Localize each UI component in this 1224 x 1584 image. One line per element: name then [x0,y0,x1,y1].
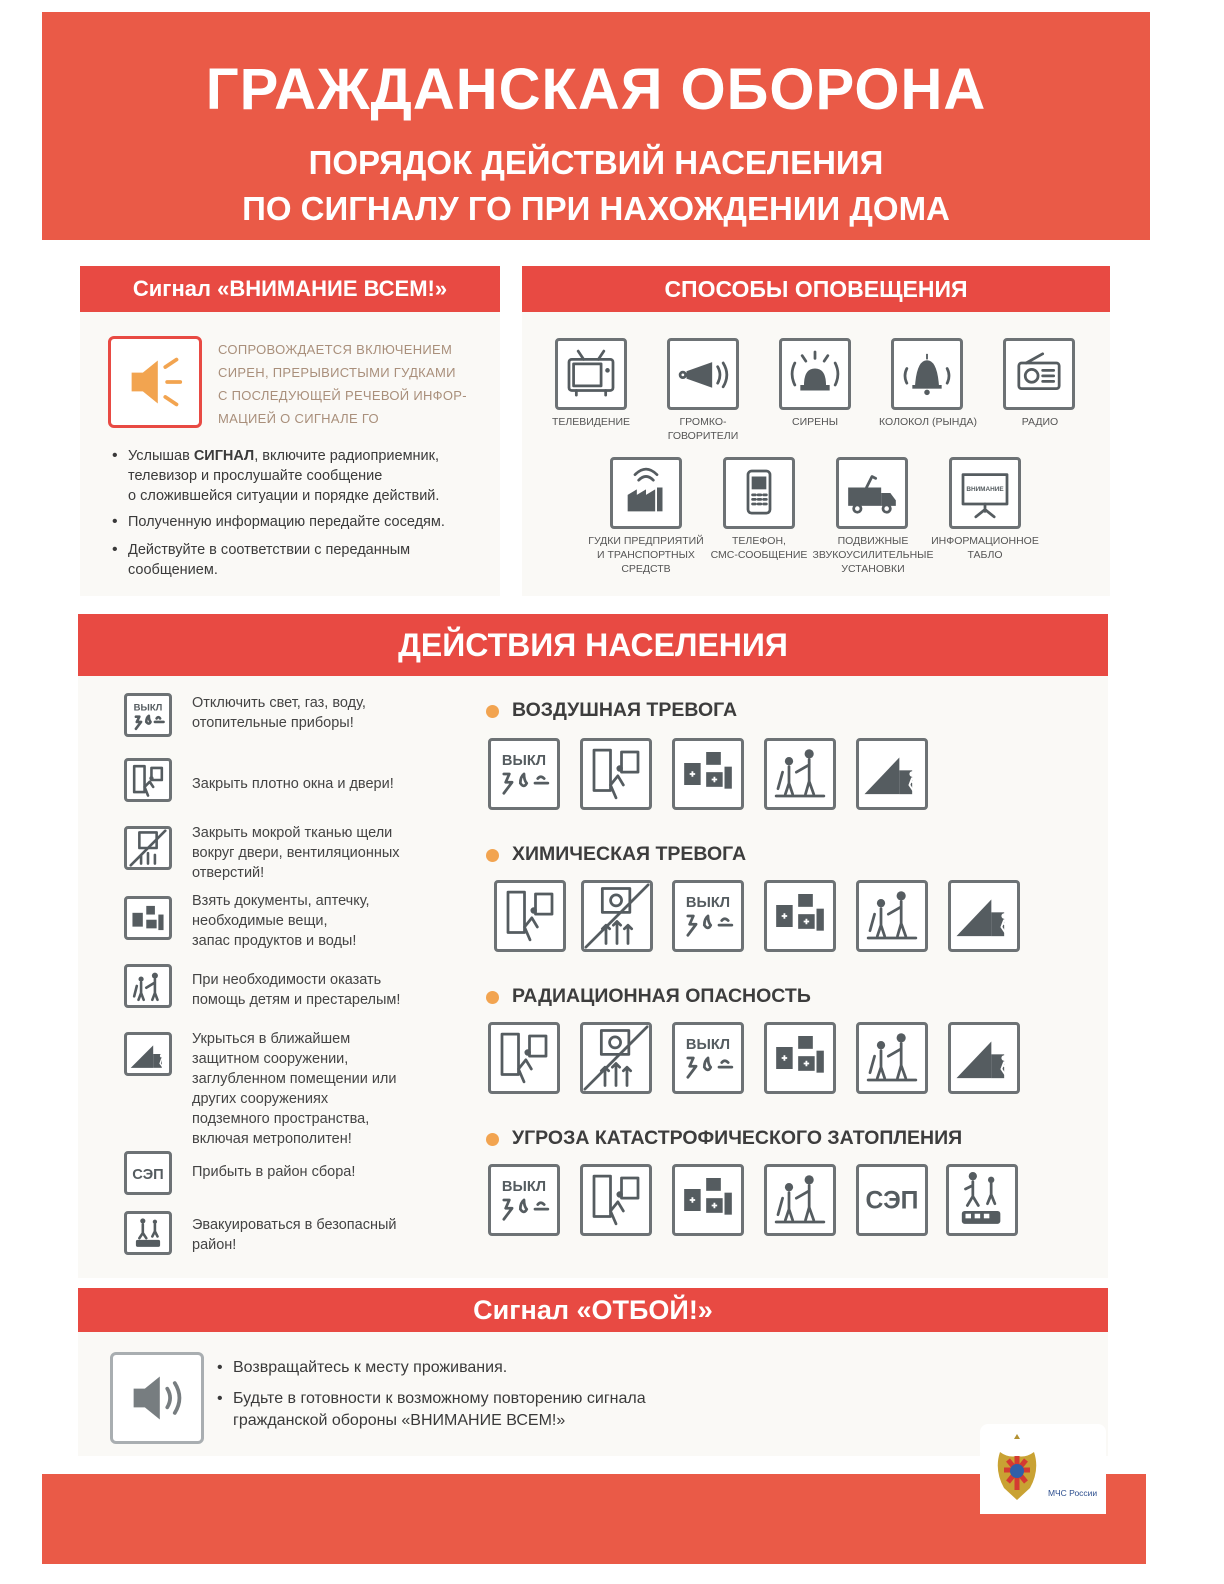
close-windows-icon [580,1164,652,1236]
radio-icon [1003,338,1075,410]
caption-line: СРЕДСТВ [621,563,671,575]
text-line: район! [192,1237,237,1253]
otboi-bullet-2 [233,1388,646,1432]
power-off-icon [124,693,172,737]
note-line: СОПРОВОЖДАЕТСЯ ВКЛЮЧЕНИЕМ [218,342,453,357]
tv-icon [555,338,627,410]
documents-kit-icon [672,738,744,810]
radio-caption: РАДИО [1021,416,1059,428]
documents-kit-icon [764,1022,836,1094]
bullet-text: Действуйте в соответствии с переданным [128,542,411,558]
speaker-alert-icon [108,336,202,428]
text-line: вокруг двери, вентиляционных [192,845,400,861]
caption-line: ГУДКИ ПРЕДПРИЯТИЙ [588,535,704,547]
vykl-label: ВЫКЛ [501,1178,547,1195]
action-text-7 [192,1162,452,1182]
action-text-8 [192,1215,452,1255]
text-line: включая метрополитен! [192,1131,352,1147]
help-elderly-icon [764,1164,836,1236]
text-line: помощь детям и престарелым! [192,992,401,1008]
action-text-2 [192,774,452,794]
evacuate-icon [946,1164,1018,1236]
bullet-text: Возвращайтесь к месту проживания. [233,1359,508,1376]
caption-line: СМС-СООБЩЕНИЕ [710,549,808,561]
mobile-loudspeaker-truck-icon [836,457,908,529]
bullet-text: , включите радиоприемник, [254,448,440,464]
siren-caption: СИРЕНЫ [791,416,838,428]
note-line: С ПОСЛЕДУЮЩЕЙ РЕЧЕВОЙ ИНФОР- [218,388,467,403]
info-board-icon [949,457,1021,529]
bullet-text: сообщением. [128,562,218,578]
attention-title-bar [80,266,500,312]
bullet-text: гражданской обороны «ВНИМАНИЕ ВСЕМ!» [233,1412,566,1429]
category-dot [486,849,499,862]
text-line: запас продуктов и воды! [192,933,357,949]
tv-caption: ТЕЛЕВИДЕНИЕ [551,416,631,428]
attention-bullet-1 [128,446,439,506]
power-off-icon [672,880,744,952]
page-title: ГРАЖДАНСКАЯ ОБОРОНА [205,57,987,122]
caption-line: И ТРАНСПОРТНЫХ [597,549,695,561]
mobile-loudspeaker-caption [810,534,936,576]
category-dot [486,1133,499,1146]
sep-label: СЭП [865,1187,919,1215]
header-banner [42,12,1150,240]
caption-line: ЗВУКОУСИЛИТЕЛЬНЫЕ [812,549,934,561]
caption-line: УСТАНОВКИ [841,563,905,575]
text-line: подземного пространства, [192,1111,370,1127]
action-text-3 [192,823,452,883]
seal-gaps-icon [124,826,172,870]
help-elderly-icon [856,880,928,952]
help-elderly-icon [124,964,172,1008]
evacuate-icon [124,1211,172,1255]
close-windows-icon [580,738,652,810]
documents-kit-icon [672,1164,744,1236]
text-line: отопительные приборы! [192,715,354,731]
phone-icon [723,457,795,529]
methods-title-bar [522,266,1110,312]
text-line: отверстий! [192,865,265,881]
category-flood: УГРОЗА КАТАСТРОФИЧЕСКОГО ЗАТОПЛЕНИЯ [512,1127,963,1149]
sep-label: СЭП [132,1167,164,1184]
caption-line: ТАБЛО [967,549,1003,561]
category-air-raid: ВОЗДУШНАЯ ТРЕВОГА [512,699,738,721]
otboi-title-bar [78,1288,1108,1332]
note-line: МАЦИЕЙ О СИГНАЛЕ ГО [218,411,379,426]
methods-title: СПОСОБЫ ОПОВЕЩЕНИЯ [664,276,968,302]
caption-line: ИНФОРМАЦИОННОЕ [931,535,1039,547]
attention-note [218,338,467,430]
documents-kit-icon [764,880,836,952]
action-text-1 [192,693,452,733]
vykl-label: ВЫКЛ [501,752,547,769]
close-windows-icon [494,880,566,952]
caption-line: ПОДВИЖНЫЕ [837,535,909,547]
note-line: СИРЕН, ПРЕРЫВИСТЫМИ ГУДКАМИ [218,365,456,380]
documents-kit-icon [124,896,172,940]
text-line: заглубленном помещении или [192,1071,397,1087]
vykl-label: ВЫКЛ [685,1036,731,1053]
seal-gaps-icon [580,1022,652,1094]
emercom-logo-text: МЧС России [1048,1488,1098,1498]
category-dot [486,705,499,718]
bullet-text: Полученную информацию передайте соседям. [128,514,445,530]
bullet-text: о сложившейся ситуации и порядке действий. [128,488,440,504]
bullet-bold: СИГНАЛ [193,448,255,464]
seal-gaps-icon [581,880,653,952]
bullet-text: Будьте в готовности к возможному повторению сигнала [233,1390,646,1407]
assembly-point-icon [124,1151,172,1195]
emercom-emblem-icon [992,1430,1042,1508]
speaker-calm-icon [110,1352,204,1444]
bell-caption: КОЛОКОЛ (РЫНДА) [879,416,977,428]
close-windows-icon [124,758,172,802]
text-line: необходимые вещи, [192,913,328,929]
category-dot [486,991,499,1004]
action-text-4 [192,891,452,951]
text-line: Отключить свет, газ, воду, [192,695,366,711]
phone-caption [706,534,812,562]
caption-line: ТЕЛЕФОН, [732,535,786,547]
power-off-icon [672,1022,744,1094]
shelter-icon [948,1022,1020,1094]
bell-icon [891,338,963,410]
action-text-6 [192,1029,452,1149]
info-board-text: ВНИМАНИЕ [966,486,1004,494]
attention-title: Сигнал «ВНИМАНИЕ ВСЕМ!» [132,276,448,301]
loudspeaker-caption [650,415,756,443]
vykl-label: ВЫКЛ [685,894,731,911]
category-radiation: РАДИАЦИОННАЯ ОПАСНОСТЬ [512,985,811,1007]
action-text-5 [192,970,452,1010]
text-line: При необходимости оказать [192,972,382,988]
attention-bullet-3 [128,540,410,580]
bullet-text: Услышав [128,448,194,464]
text-line: Взять документы, аптечку, [192,893,370,909]
text-line: других сооружениях [192,1091,329,1107]
shelter-icon [856,738,928,810]
text-line: Прибыть в район сбора! [192,1164,356,1180]
actions-title: ДЕЙСТВИЯ НАСЕЛЕНИЯ [398,627,788,663]
otboi-title: Сигнал «ОТБОЙ!» [473,1295,713,1325]
factory-horn-caption [580,534,712,576]
siren-icon [779,338,851,410]
otboi-bullet-1 [233,1358,507,1378]
page-subtitle-2: ПО СИГНАЛУ ГО ПРИ НАХОЖДЕНИИ ДОМА [242,190,950,227]
close-windows-icon [488,1022,560,1094]
text-line: защитном сооружении, [192,1051,349,1067]
shelter-icon [948,880,1020,952]
vykl-label: ВЫКЛ [133,702,163,714]
bullet-text: телевизор и прослушайте сообщение [128,468,383,484]
loudspeaker-icon [667,338,739,410]
info-board-caption [926,534,1044,562]
assembly-point-icon [856,1164,928,1236]
text-line: Эвакуироваться в безопасный [192,1217,397,1233]
caption-line: ГРОМКО- [679,416,727,428]
power-off-icon [488,1164,560,1236]
caption-line: ГОВОРИТЕЛИ [667,430,739,442]
actions-title-bar [78,614,1108,676]
power-off-icon [488,738,560,810]
attention-bullet-2 [128,512,445,532]
category-chemical: ХИМИЧЕСКАЯ ТРЕВОГА [512,843,747,865]
text-line: Укрыться в ближайшем [192,1031,351,1047]
factory-horn-icon [610,457,682,529]
help-elderly-icon [764,738,836,810]
help-elderly-icon [856,1022,928,1094]
shelter-icon [124,1032,172,1076]
page-subtitle-1: ПОРЯДОК ДЕЙСТВИЙ НАСЕЛЕНИЯ [308,144,884,181]
text-line: Закрыть мокрой тканью щели [192,825,393,841]
text-line: Закрыть плотно окна и двери! [192,776,394,792]
